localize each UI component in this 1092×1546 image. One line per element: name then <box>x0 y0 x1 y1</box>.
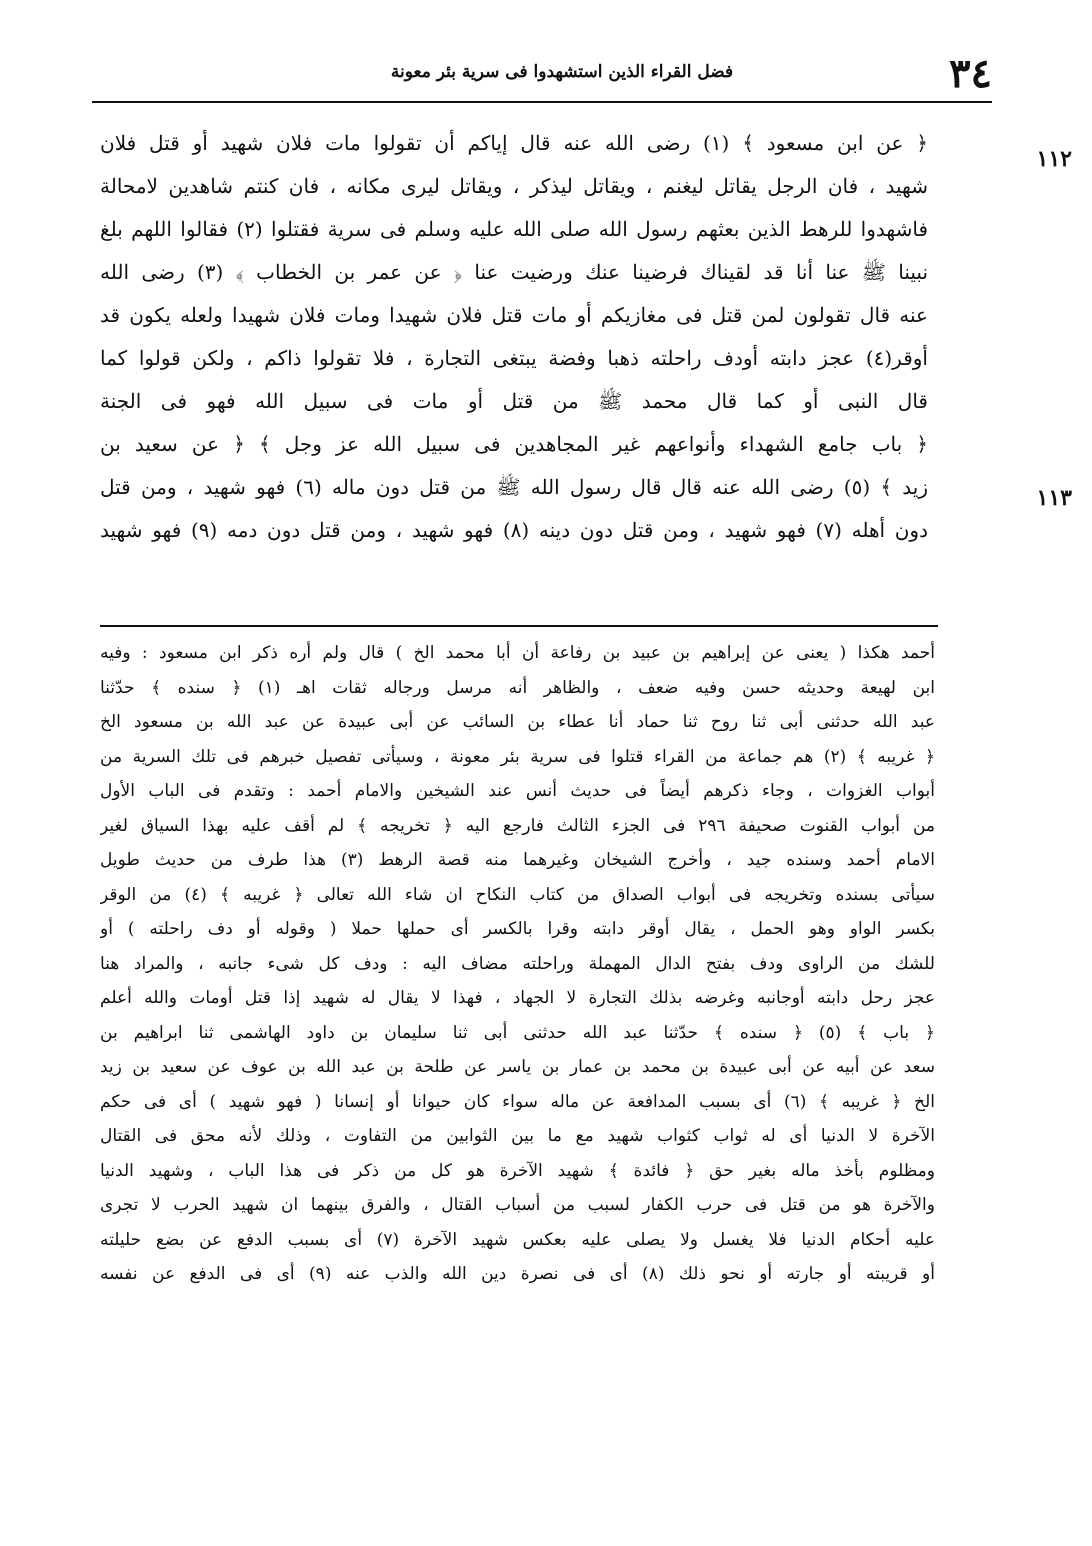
footnote-line: عليه أحكام الدنيا فلا يغسل ولا يصلى عليه بعكس شهيد الآخرة (٧) أى بسبب الدفع عن بضع حليلته <box>100 1229 935 1250</box>
footnote-line: الآخرة لا الدنيا أى له ثواب كثواب شهيد مع ما بين الثوابين من التفاوت ، وذلك لأنه محق فى القتال <box>100 1126 935 1146</box>
footnote-line: أو قريبته أو جارته أو نحو ذلك (٨) أى فى نصرة دين الله والذب عنه (٩) أى فى الدفع عن نفسه <box>100 1264 935 1284</box>
main-line: نبينا ﷺ عنا أنا قد لقيناك فرضينا عنك ورضيت عنا ﴿ عن عمر بن الخطاب ﴾ (٣) رضى الله <box>100 260 928 284</box>
main-line: عنه قال تقولون لمن قتل فى مغازيكم أو مات قتل فلان شهيدا ومات فلان شهيدا ولعله يكون قد <box>100 303 928 327</box>
header-rule <box>92 101 992 103</box>
footnote-line: عبد الله حدثنى أبى ثنا روح ثنا حماد أنا عطاء بن السائب عن أبى عبيدة عن عبد الله بن مسعود الخ <box>100 712 935 732</box>
page-header <box>92 48 992 100</box>
footnote-line: والآخرة هو من قتل فى حرب الكفار لسبب من أسباب القتال ، والفرق بينهما ان شهيد الحرب لا تجرى <box>100 1195 935 1215</box>
main-line: قال النبى أو كما قال محمد ﷺ من قتل أو مات فى سبيل الله فهو فى الجنة <box>100 389 928 413</box>
footnote-line: الخ ﴿ غريبه ﴾ (٦) أى بسبب المدافعة عن ماله سواء كان حيوانا أو إنسانا ( فهو شهيد ) أى فى حكم <box>100 1091 935 1112</box>
footnote-line: عجز رحل دابته أوجانبه وغرضه بذلك التجارة لا الجهاد ، فهذا لا يقال له شهيد إذا قتل أومات والله أعلم <box>100 988 935 1008</box>
footnote-line: سيأتى بسنده وتخريجه فى أبواب الصداق من كتاب النكاح ان شاء الله تعالى ﴿ غريبه ﴾ (٤) من الوقر <box>100 884 935 905</box>
footnote-line: أبواب الغزوات ، وجاء ذكرهم أيضاً فى حديث أنس عند الشيخين والامام أحمد : وتقدم فى الباب الأول <box>100 781 935 801</box>
page-number: ٣٤ <box>949 50 992 97</box>
main-line: ﴿ عن ابن مسعود ﴾ (١) رضى الله عنه قال إياكم أن تقولوا مات فلان شهيد أو قتل فلان <box>100 131 928 155</box>
main-line: فاشهدوا للرهط الذين بعثهم رسول الله صلى الله عليه وسلم فى سرية فقتلوا (٢) فقالوا اللهم بلغ <box>100 217 928 241</box>
running-title: فضل القراء الذين استشهدوا فى سرية بئر معونة <box>390 62 734 82</box>
main-text <box>100 122 928 552</box>
main-line: ﴿ باب جامع الشهداء وأنواعهم غير المجاهدين فى سبيل الله عز وجل ﴾ ﴿ عن سعيد بن <box>100 432 928 456</box>
hadith-number: ١١٣ <box>1036 485 1072 511</box>
footnote-line: من أبواب القنوت صحيفة ٢٩٦ فى الجزء الثالث فارجع اليه ﴿ تخريجه ﴾ لم أقف عليه بهذا السياق لغير <box>100 815 935 836</box>
footnote-line: أحمد هكذا ( يعنى عن إبراهيم بن عبيد بن رفاعة أن أبا محمد الخ ) قال ولم أره ذكر ابن مسعود : وفيه <box>100 643 935 663</box>
footnotes <box>100 636 935 1292</box>
footnote-line: للشك من الراوى ودف بفتح الدال المهملة وراحلته مضاف اليه : ودف كل شىء جانبه ، والمراد هنا <box>100 953 935 974</box>
main-line: زيد ﴾ (٥) رضى الله عنه قال قال رسول الله ﷺ من قتل دون ماله (٦) فهو شهيد ، ومن قتل <box>100 475 928 499</box>
footnote-line: الامام أحمد وسنده جيد ، وأخرج الشيخان وغيرهما منه قصة الرهط (٣) هذا طرف من حديث طويل <box>100 850 935 870</box>
footnote-line: بكسر الواو وهو الحمل ، يقال أوقر دابته وقرا بالكسر أى حملها حملا ( وقوله أو دف راحلته ) أو <box>100 919 935 939</box>
hadith-number: ١١٢ <box>1036 146 1072 172</box>
main-line: دون أهله (٧) فهو شهيد ، ومن قتل دون دينه (٨) فهو شهيد ، ومن قتل دون دمه (٩) فهو شهيد <box>100 518 928 542</box>
footnote-line: ﴿ باب ﴾ (٥) ﴿ سنده ﴾ حدّثنا عبد الله حدثنى أبى ثنا سليمان بن داود الهاشمى ثنا ابراهيم بن <box>100 1022 935 1043</box>
footnote-line: سعد عن أبيه عن أبى عبيدة بن محمد بن عمار بن ياسر عن طلحة بن عبد الله بن عوف عن سعيد بن زيد <box>100 1057 935 1077</box>
footnote-separator <box>100 625 938 627</box>
footnote-line: ومظلوم بأخذ ماله بغير حق ﴿ فائدة ﴾ شهيد الآخرة هو كل من ذكر فى هذا الباب ، وشهيد الدنيا <box>100 1160 935 1181</box>
footnote-line: ابن لهيعة وحديثه حسن وفيه ضعف ، والظاهر أنه مرسل ورجاله ثقات اهـ (١) ﴿ سنده ﴾ حدّثنا <box>100 677 935 698</box>
main-line: شهيد ، فان الرجل يقاتل ليغنم ، ويقاتل ليذكر ، ويقاتل ليرى مكانه ، فان كنتم شاهدين لامحالة <box>100 174 928 198</box>
main-line: أوقر(٤) عجز دابته أودف راحلته ذهبا وفضة يبتغى التجارة ، فلا تقولوا ذاكم ، ولكن قولوا كما <box>100 346 928 370</box>
footnote-line: ﴿ غريبه ﴾ (٢) هم جماعة من القراء قتلوا فى سرية بئر معونة ، وسيأتى تفصيل خبرهم فى تلك السرية من <box>100 746 935 767</box>
